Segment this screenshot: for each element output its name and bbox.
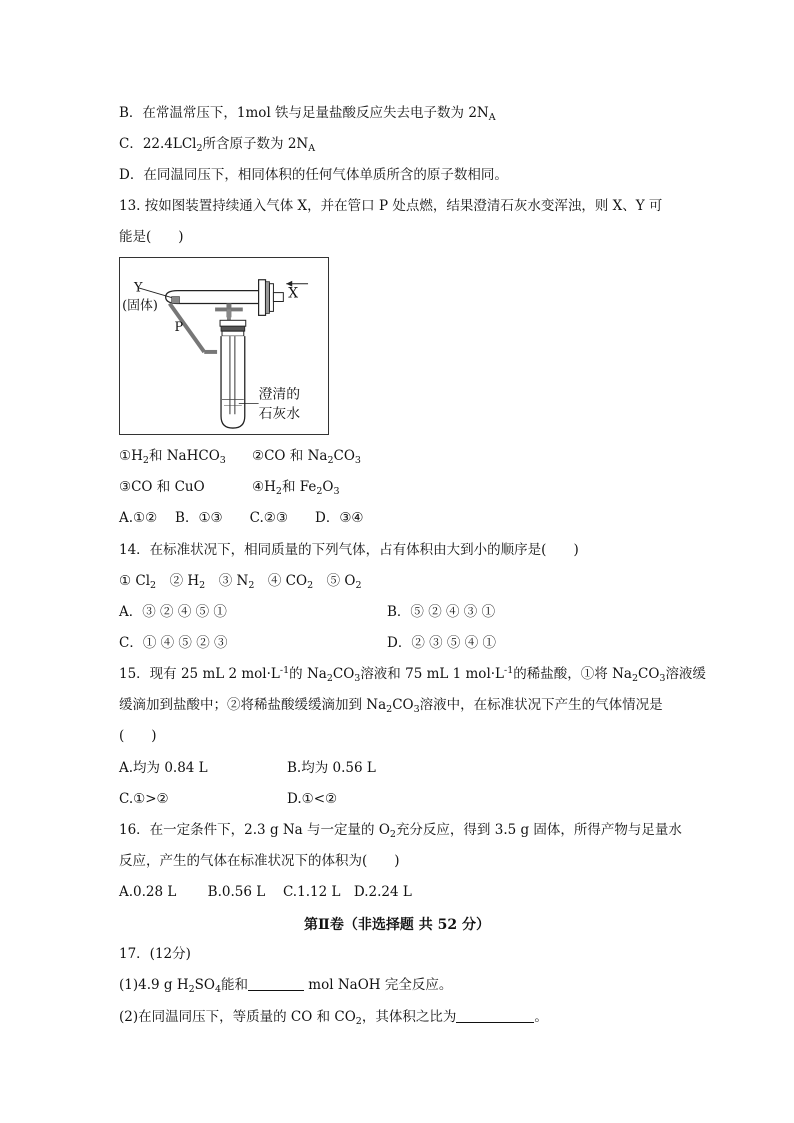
q13-option-2: ②CO 和 $Na_2CO_3$ bbox=[252, 448, 361, 466]
q14-option-d: D．② ③ ⑤ ④ ① bbox=[387, 635, 496, 651]
answer-blank-1[interactable] bbox=[248, 976, 304, 991]
q13-option-3: ③CO 和 CuO bbox=[119, 479, 205, 495]
answer-blank-2[interactable] bbox=[456, 1008, 534, 1023]
q16-stem-line2: 反应，产生的气体在标准状况下的体积为( ) bbox=[119, 853, 400, 869]
q17-heading: 17．(12分) bbox=[119, 946, 191, 962]
q13-answers: A.①② B．①③ C.②③ D．③④ bbox=[119, 510, 364, 526]
q16-stem-line1: 16．在一定条件下，2.3 g Na 与一定量的 $O_2$充分反应，得到 3.5 g 固体，所得产物与足量水 bbox=[119, 822, 682, 840]
q17-part-2: (2)在同温同压下，等质量的 CO 和 $CO_2$，其体积之比为 。 bbox=[119, 1009, 548, 1027]
figure-label-x: X bbox=[288, 285, 299, 302]
q15-option-a: A.均为 0.84 L bbox=[119, 760, 208, 776]
q14-option-b: B．⑤ ② ④ ③ ① bbox=[387, 604, 496, 620]
figure-label-y: Y bbox=[134, 280, 143, 296]
q13-stem-line2: 能是( ) bbox=[119, 229, 184, 245]
q13-option-4: $④H_2$和 $Fe_2O_3$ bbox=[252, 479, 340, 497]
section-2-title: 第Ⅱ卷（非选择题 共 52 分） bbox=[304, 917, 490, 933]
figure-label-solid: (固体) bbox=[122, 298, 158, 314]
q15-stem-line2: 缓滴加到盐酸中；②将稀盐酸缓缓滴加到 $Na_2CO_3$溶液中，在标准状况下产生的气体情况是 bbox=[119, 697, 663, 715]
figure-label-lime-2: 石灰水 bbox=[258, 406, 301, 423]
figure-label-lime-1: 澄清的 bbox=[258, 386, 301, 403]
q16-answers: A.0.28 L B.0.56 L C.1.12 L D.2.24 L bbox=[119, 884, 412, 900]
q15-option-c: C.①>② bbox=[119, 791, 169, 807]
q13-option-1: $①H_2$和 NaHCO$_3$ bbox=[119, 448, 226, 466]
q15-option-d: D.①<② bbox=[287, 791, 338, 807]
q15-stem-line3: ( ) bbox=[119, 728, 157, 744]
q13-stem-line1: 13. 按如图装置持续通入气体 X，并在管口 P 处点燃，结果澄清石灰水变浑浊，则 X、Y 可 bbox=[119, 198, 663, 214]
q15-option-b: B.均为 0.56 L bbox=[287, 760, 376, 776]
apparatus-figure bbox=[119, 257, 329, 435]
figure-label-p: P bbox=[174, 320, 184, 336]
q17-part-1: (1)4.9 g $H_2SO_4$能和 mol NaOH 完全反应。 bbox=[119, 977, 453, 995]
q14-option-c: C．① ④ ⑤ ② ③ bbox=[119, 635, 228, 651]
q12-option-c: C．22.4LCl$_2$所含原子数为 $2N_A$ bbox=[119, 136, 316, 154]
q14-gases: ① $Cl_2$ ② $H_2$ ③ $N_2$ ④ $CO_2$ ⑤ $O_2$ bbox=[119, 573, 362, 591]
q12-option-d: D．在同温同压下，相同体积的任何气体单质所含的原子数相同。 bbox=[119, 167, 508, 183]
q14-option-a: A．③ ② ④ ⑤ ① bbox=[119, 604, 227, 620]
q15-stem-line1: 15．现有 25 mL 2 $mol\cdot L^{-1}$的 $Na_2CO_3$溶液和 75 mL 1 $mol\cdot L^{-1}$的稀盐酸，①将 $Na_2CO_3$溶液缓 bbox=[119, 665, 706, 684]
q14-stem: 14．在标准状况下，相同质量的下列气体，占有体积由大到小的顺序是( ) bbox=[119, 542, 579, 558]
q12-option-b: B．在常温常压下，1mol 铁与足量盐酸反应失去电子数为 $2N_A$ bbox=[119, 105, 496, 123]
